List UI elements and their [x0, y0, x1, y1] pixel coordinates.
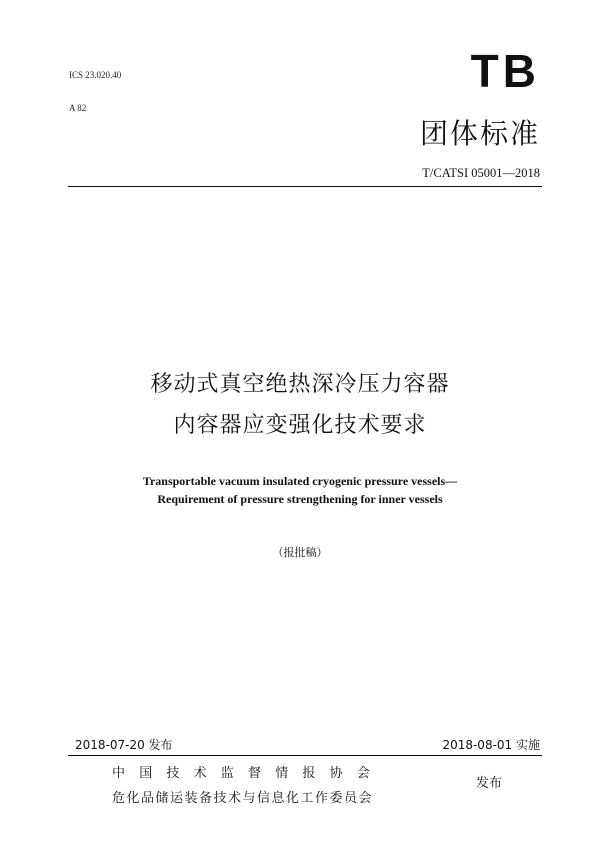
footer-divider [68, 755, 542, 756]
title-zh-line2: 内容器应变强化技术要求 [173, 413, 427, 438]
title-en-line2: Requirement of pressure strengthening for inner vessels [157, 492, 443, 506]
effective-date: 2018-08-01 实施 [442, 738, 540, 752]
issued-label: 发布 [476, 776, 503, 791]
standard-mark: TB [470, 45, 540, 97]
header-divider [68, 186, 542, 187]
issuer-line2: 危化品储运装备技术与信息化工作委员会 [112, 791, 374, 806]
title-en-line1: Transportable vacuum insulated cryogenic pressure vessels— [142, 474, 458, 488]
draft-status: （报批稿） [272, 546, 328, 559]
ics-code: ICS 23.020.40 [69, 70, 122, 80]
classification-code: A 82 [69, 103, 87, 113]
standard-number: T/CATSI 05001—2018 [422, 166, 540, 180]
publish-date: 2018-07-20 发布 [75, 738, 173, 752]
title-zh-line1: 移动式真空绝热深冷压力容器 [150, 372, 450, 397]
issuer-line1: 中国技术监督情报协会 [112, 766, 385, 781]
standard-kind: 团体标准 [419, 117, 540, 150]
